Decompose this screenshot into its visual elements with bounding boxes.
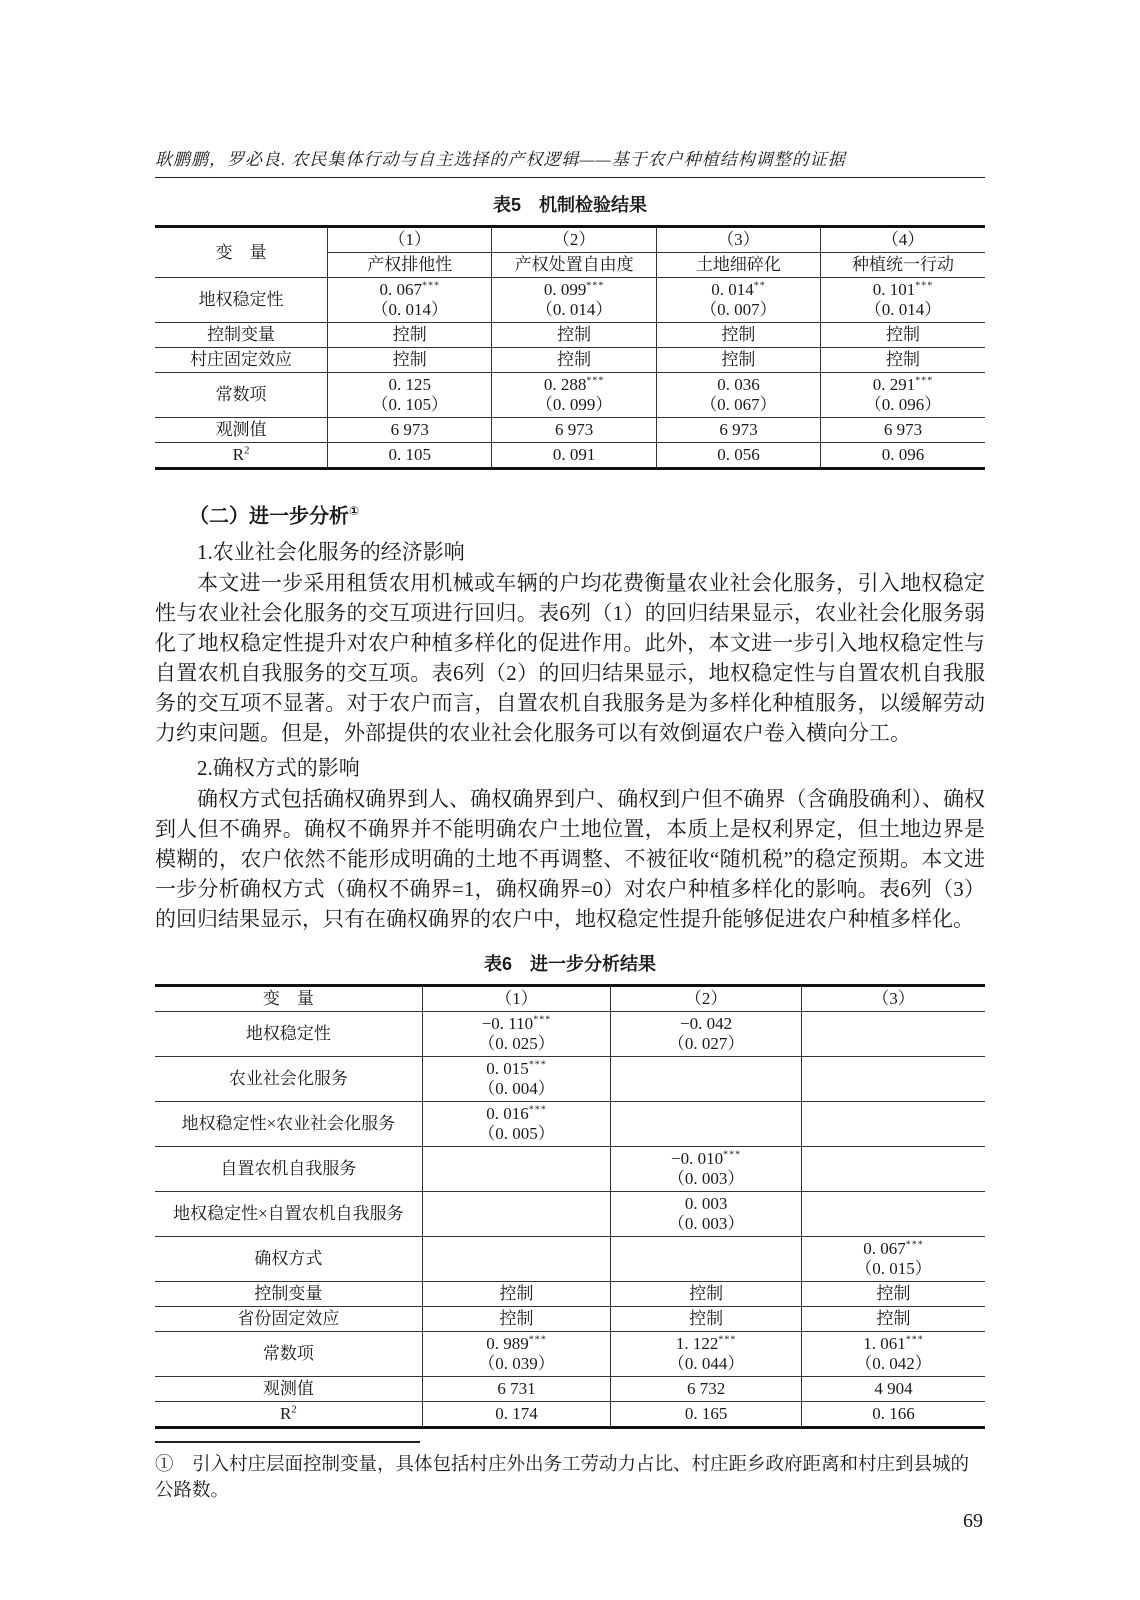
table-row [155, 1101, 985, 1146]
table5-col4-label: 种植统一行动 [821, 253, 985, 278]
std-error: （0. 004） [478, 1078, 555, 1098]
table5-title: 表5 机制检验结果 [492, 195, 647, 215]
row-label: 地权稳定性×农业社会化服务 [155, 1101, 422, 1146]
table-cell: 控制 [492, 323, 656, 348]
coef-value: 1. 061 [863, 1333, 906, 1353]
coef-value: −0. 110 [481, 1013, 534, 1033]
table-row [155, 443, 985, 469]
std-error: （0. 015） [855, 1258, 932, 1278]
row-label: 农业社会化服务 [155, 1056, 422, 1101]
std-error: （0. 025） [478, 1033, 555, 1053]
row-label: 观测值 [155, 418, 328, 443]
table-cell: 0. 166 [802, 1401, 985, 1427]
table-cell: 4 904 [802, 1376, 985, 1401]
table-row [155, 1236, 985, 1281]
table-row [155, 1281, 985, 1306]
section-heading: （二）进一步分析① [189, 504, 360, 528]
table-cell [821, 373, 985, 418]
coef-value: 0. 067 [379, 280, 423, 299]
table6-header-row [155, 985, 985, 1011]
table-cell: 控制 [611, 1281, 802, 1306]
row-label: $R^2$ [155, 1401, 422, 1427]
table6-col2-num: （2） [611, 985, 802, 1011]
coef-value: 1. 122 [675, 1333, 719, 1353]
row-label: $R^2$ [155, 443, 328, 469]
table-row [155, 1056, 985, 1101]
table5 [155, 225, 985, 470]
table-row [155, 348, 985, 373]
coef-value: 0. 014 [711, 280, 754, 299]
table-cell [656, 278, 820, 323]
std-error: （0. 003） [667, 1168, 745, 1188]
coef-value: 0. 036 [717, 375, 760, 394]
table-cell: 6 973 [821, 418, 985, 443]
coef-value: 0. 125 [388, 375, 432, 394]
sig-stars: *** [905, 1239, 924, 1250]
table-cell [802, 1146, 985, 1191]
table-row [155, 1011, 985, 1056]
table6-title: 表6 进一步分析结果 [483, 953, 656, 974]
footnote-separator [155, 1441, 420, 1443]
std-error: （0. 039） [478, 1353, 555, 1373]
running-header [155, 145, 985, 178]
table-cell: 控制 [492, 348, 656, 373]
table-cell: 0. 105 [328, 443, 492, 469]
page-number: 69 [963, 1509, 983, 1532]
table6 [155, 984, 985, 1429]
table-cell: 0. 165 [611, 1401, 802, 1427]
coef-value: 0. 099 [543, 280, 587, 299]
row-label: 常数项 [155, 1331, 422, 1376]
coef-value: 0. 015 [486, 1058, 529, 1078]
coef-value: 0. 291 [872, 375, 916, 394]
table-cell [492, 373, 656, 418]
paragraph-1: 本文进一步采用租赁农用机械或车辆的户均花费衡量农业社会化服务，引入地权稳定性与农业社会化服务的交互项进行回归。表6列（1）的回归结果显示，农业社会化服务弱化了地权稳定性提升对农户种植多样化的促进作用。此外，本文进一步引入地权稳定性与自置农机自我服务的交互项。表6列（2）的回归结果显示，地权稳定性与自置农机自我服务的交互项不显著。对于农户而言，自置农机自我服务是为多样化种植服务，以缓解劳动力约束问题。但是，外部提供的农业社会化服务可以有效倒逼农户卷入横向分工。 [155, 570, 985, 745]
table-row [155, 278, 985, 323]
table-row [155, 1331, 985, 1376]
table6-col3-num: （3） [802, 985, 985, 1011]
table-cell: 控制 [422, 1281, 610, 1306]
row-label: 观测值 [155, 1376, 422, 1401]
table-cell: 控制 [656, 323, 820, 348]
table-cell: 控制 [821, 323, 985, 348]
table-row [155, 1376, 985, 1401]
table-cell: 6 973 [328, 418, 492, 443]
sig-stars: *** [528, 1104, 547, 1115]
table-row [155, 1146, 985, 1191]
std-error: （0. 014） [371, 300, 449, 319]
sig-stars: *** [533, 1014, 552, 1025]
table-cell: 控制 [802, 1281, 985, 1306]
table-row [155, 1401, 985, 1427]
table5-col3-num: （3） [656, 227, 820, 253]
footnote-marker: ① [349, 504, 360, 518]
row-label: 控制变量 [155, 323, 328, 348]
coef-value: −0. 042 [680, 1013, 733, 1033]
table-cell [492, 278, 656, 323]
sig-stars: *** [528, 1334, 547, 1345]
std-error: （0. 099） [535, 395, 613, 414]
table-cell [802, 1331, 985, 1376]
table-row [155, 418, 985, 443]
row-label: 省份固定效应 [155, 1306, 422, 1331]
table5-col1-num: （1） [328, 227, 492, 253]
table6-variable-header: 变 量 [155, 985, 422, 1011]
table-cell [611, 1191, 802, 1236]
table-row [155, 373, 985, 418]
table-cell: 控制 [328, 348, 492, 373]
row-label: 控制变量 [155, 1281, 422, 1306]
table-cell [821, 278, 985, 323]
subheading-2: 2.确权方式的影响 [197, 755, 360, 780]
table-cell [422, 1236, 610, 1281]
table-cell [802, 1236, 985, 1281]
row-label: 地权稳定性 [155, 1011, 422, 1056]
table-cell [328, 278, 492, 323]
table-cell: 6 731 [422, 1376, 610, 1401]
row-label: 地权稳定性 [155, 278, 328, 323]
sig-stars: *** [586, 280, 605, 292]
std-error: （0. 067） [700, 395, 777, 414]
table-cell [422, 1191, 610, 1236]
std-error: （0. 044） [667, 1353, 745, 1373]
table-row [155, 323, 985, 348]
sig-stars: *** [422, 280, 441, 292]
table6-col1-num: （1） [422, 985, 610, 1011]
table-cell: 控制 [328, 323, 492, 348]
coef-value: 0. 989 [486, 1333, 529, 1353]
table-cell: 控制 [422, 1306, 610, 1331]
sig-stars: *** [915, 280, 934, 292]
table-cell [422, 1331, 610, 1376]
table-cell [611, 1331, 802, 1376]
table-row [155, 1306, 985, 1331]
sig-stars: ** [753, 280, 766, 292]
table-cell [611, 1011, 802, 1056]
std-error: （0. 027） [667, 1033, 745, 1053]
table-cell [611, 1056, 802, 1101]
table-cell [422, 1101, 610, 1146]
sig-stars: *** [718, 1334, 737, 1345]
table-cell: 0. 056 [656, 443, 820, 469]
table-cell [802, 1101, 985, 1146]
row-label: 常数项 [155, 373, 328, 418]
subheading-1: 1.农业社会化服务的经济影响 [197, 539, 465, 564]
sig-stars: *** [528, 1059, 547, 1070]
table-cell: 控制 [611, 1306, 802, 1331]
table-cell [656, 373, 820, 418]
row-label: 确权方式 [155, 1236, 422, 1281]
table-cell [802, 1011, 985, 1056]
std-error: （0. 014） [864, 300, 942, 319]
table-cell: 0. 096 [821, 443, 985, 469]
table-cell: 0. 091 [492, 443, 656, 469]
table-cell [422, 1011, 610, 1056]
table5-header-row-1 [155, 227, 985, 253]
paragraph-2: 确权方式包括确权确界到人、确权确界到户、确权到户但不确界（含确股确利）、确权到人但不确界。确权不确界并不能明确农户土地位置，本质上是权利界定，但土地边界是模糊的，农户依然不能形成明确的土地不再调整、不被征收“随机税”的稳定预期。本文进一步分析确权方式（确权不确界=1，确权确界=0）对农户种植多样化的影响。表6列（3）的回归结果显示，只有在确权确界的农户中，地权稳定性提升能够促进农户种植多样化。 [155, 786, 985, 931]
table-cell: 控制 [821, 348, 985, 373]
table5-col2-label: 产权处置自由度 [492, 253, 656, 278]
table-cell [611, 1236, 802, 1281]
table-cell [328, 373, 492, 418]
table5-col4-num: （4） [821, 227, 985, 253]
coef-value: 0. 067 [863, 1238, 906, 1258]
row-label: 村庄固定效应 [155, 348, 328, 373]
table-cell [422, 1056, 610, 1101]
table5-col1-label: 产权排他性 [328, 253, 492, 278]
table-cell: 6 732 [611, 1376, 802, 1401]
table5-col3-label: 土地细碎化 [656, 253, 820, 278]
coef-value: 0. 003 [684, 1193, 728, 1213]
table-cell: 控制 [656, 348, 820, 373]
sig-stars: *** [723, 1149, 742, 1160]
row-label: 自置农机自我服务 [155, 1146, 422, 1191]
std-error: （0. 105） [371, 395, 449, 414]
sig-stars: *** [905, 1334, 924, 1345]
coef-value: 0. 101 [872, 280, 916, 299]
table5-col2-num: （2） [492, 227, 656, 253]
running-header-text: 耿鹏鹏，罗必良. 农民集体行动与自主选择的产权逻辑——基于农户种植结构调整的证据 [155, 150, 846, 169]
table-cell: 6 973 [656, 418, 820, 443]
std-error: （0. 014） [535, 300, 613, 319]
coef-value: 0. 288 [543, 375, 587, 394]
std-error: （0. 005） [478, 1123, 555, 1143]
table-row [155, 1191, 985, 1236]
coef-value: −0. 010 [671, 1148, 724, 1168]
row-label: 地权稳定性×自置农机自我服务 [155, 1191, 422, 1236]
table5-variable-header: 变 量 [155, 227, 328, 278]
table-cell: 0. 174 [422, 1401, 610, 1427]
footnote: ① 引入村庄层面控制变量，具体包括村庄外出务工劳动力占比、村庄距乡政府距离和村庄到县城的公路数。 [155, 1454, 970, 1501]
sig-stars: *** [915, 375, 934, 387]
table-cell [802, 1191, 985, 1236]
table-cell [611, 1101, 802, 1146]
table-cell [422, 1146, 610, 1191]
table-cell [802, 1056, 985, 1101]
sig-stars: *** [586, 375, 605, 387]
std-error: （0. 042） [855, 1353, 932, 1373]
std-error: （0. 007） [700, 300, 777, 319]
std-error: （0. 003） [667, 1213, 745, 1233]
std-error: （0. 096） [864, 395, 942, 414]
table-cell: 控制 [802, 1306, 985, 1331]
table-cell [611, 1146, 802, 1191]
table-cell: 6 973 [492, 418, 656, 443]
coef-value: 0. 016 [486, 1103, 529, 1123]
